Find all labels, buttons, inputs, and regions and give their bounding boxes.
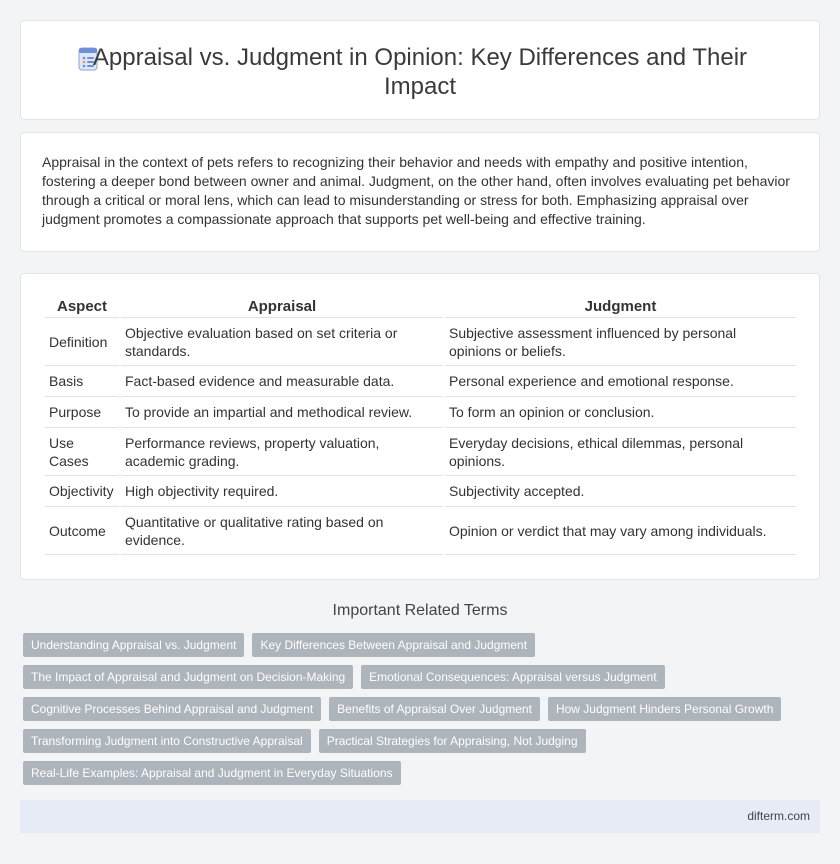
cell-judgment: Subjectivity accepted. — [445, 476, 796, 507]
cell-appraisal: Fact-based evidence and measurable data. — [121, 366, 443, 397]
cell-appraisal: Performance reviews, property valuation, academic grading. — [121, 428, 443, 476]
cell-judgment: To form an opinion or conclusion. — [445, 397, 796, 428]
header-inner — [21, 43, 819, 101]
cell-aspect: Objectivity — [45, 476, 119, 507]
cell-appraisal: High objectivity required. — [121, 476, 443, 507]
page-title: Appraisal vs. Judgment in Opinion: Key Differences and Their Impact — [92, 44, 748, 100]
cell-appraisal: Objective evaluation based on set criteria or standards. — [121, 318, 443, 366]
cell-judgment: Personal experience and emotional response. — [445, 366, 796, 397]
tag-row — [23, 761, 823, 785]
related-term-tag[interactable]: Transforming Judgment into Constructive Appraisal — [23, 729, 311, 753]
related-term-tag[interactable]: Benefits of Appraisal Over Judgment — [329, 697, 540, 721]
table-row — [45, 397, 796, 428]
cell-aspect: Basis — [45, 366, 119, 397]
intro-text: Appraisal in the context of pets refers to recognizing their behavior and needs with empathy and positive intention, fostering a deeper bond between owner and animal. Judgment, on the other hand, often involves evaluating pet behavior through a critical or moral lens, which can lead to misunderstanding or stress for both. Emphasizing appraisal over judgment promotes a compassionate approach that supports pet well-being and effective training. — [42, 154, 790, 227]
cell-appraisal: Quantitative or qualitative rating based on evidence. — [121, 507, 443, 555]
cell-judgment: Subjective assessment influenced by personal opinions or beliefs. — [445, 318, 796, 366]
comparison-table-card — [20, 273, 820, 580]
intro-card — [20, 132, 820, 252]
cell-aspect: Purpose — [45, 397, 119, 428]
table-header-row — [45, 296, 796, 318]
cell-judgment: Everyday decisions, ethical dilemmas, personal opinions. — [445, 428, 796, 476]
header-card — [20, 20, 820, 120]
tag-row — [23, 697, 823, 721]
table-row — [45, 318, 796, 366]
comparison-table — [43, 296, 798, 555]
cell-aspect: Use Cases — [45, 428, 119, 476]
table-row — [45, 366, 796, 397]
header-judgment: Judgment — [445, 296, 796, 318]
cell-appraisal: To provide an impartial and methodical review. — [121, 397, 443, 428]
table-row — [45, 507, 796, 555]
related-terms-heading: Important Related Terms — [332, 602, 508, 619]
footer — [20, 800, 820, 833]
related-term-tag[interactable]: How Judgment Hinders Personal Growth — [548, 697, 781, 721]
header-aspect: Aspect — [45, 296, 119, 318]
tag-row — [23, 633, 823, 657]
related-term-tag[interactable]: Understanding Appraisal vs. Judgment — [23, 633, 244, 657]
cell-aspect: Definition — [45, 318, 119, 366]
related-term-tag[interactable]: The Impact of Appraisal and Judgment on Decision-Making — [23, 665, 353, 689]
footer-site-link[interactable]: difterm.com — [747, 809, 810, 823]
table-row — [45, 428, 796, 476]
related-term-tag[interactable]: Real-Life Examples: Appraisal and Judgment in Everyday Situations — [23, 761, 401, 785]
related-terms-tags — [23, 633, 823, 793]
tag-row — [23, 729, 823, 753]
header-appraisal: Appraisal — [121, 296, 443, 318]
table-row — [45, 476, 796, 507]
related-term-tag[interactable]: Emotional Consequences: Appraisal versus Judgment — [361, 665, 665, 689]
cell-aspect: Outcome — [45, 507, 119, 555]
tag-row — [23, 665, 823, 689]
related-term-tag[interactable]: Key Differences Between Appraisal and Judgment — [252, 633, 535, 657]
cell-judgment: Opinion or verdict that may vary among individuals. — [445, 507, 796, 555]
related-term-tag[interactable]: Cognitive Processes Behind Appraisal and Judgment — [23, 697, 321, 721]
related-term-tag[interactable]: Practical Strategies for Appraising, Not Judging — [319, 729, 586, 753]
